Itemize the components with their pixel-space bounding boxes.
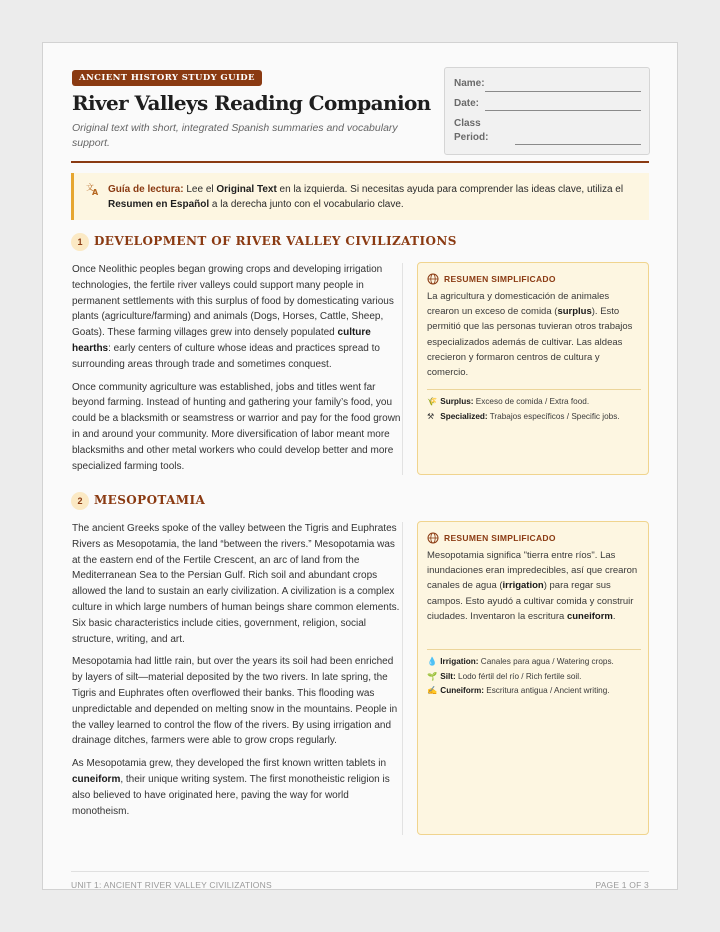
guide-text-3: a la derecha junto con el vocabulario clave. [209, 199, 404, 210]
text-span: Mesopotamia significa "tierra entre ríos". Las inundaciones eran impredecibles, así que crearon canales de agua ( [427, 550, 638, 592]
vocab-def: Escritura antigua / Ancient writing. [483, 686, 610, 696]
globe-icon [427, 273, 439, 285]
term-surplus: surplus [557, 306, 592, 318]
vocab-item [427, 684, 645, 699]
paragraph [72, 756, 402, 819]
droplet-icon: 💧 [427, 657, 438, 666]
section-2-original-text [72, 521, 402, 826]
vocab-item [427, 655, 645, 670]
term-cuneiform: cuneiform [566, 610, 613, 622]
footer-page-number: PAGE 1 OF 3 [595, 880, 649, 890]
vocab-def: Trabajos específicos / Specific jobs. [487, 411, 620, 421]
guide-tag: ANCIENT HISTORY STUDY GUIDE [72, 70, 262, 86]
class-period-field[interactable] [515, 144, 641, 145]
section-title: MESOPOTAMIA [94, 493, 206, 507]
name-label: Name: [454, 78, 485, 89]
paragraph: Once community agriculture was established, jobs and titles went far beyond farming. Instead of hunting and gathering your family’s food, you could be a blacksmith or seamstress or warrior and pay for the food grown in and around your community. More diversification of labor meant more blacksmiths and other metal workers who could develop better and more specialized farming tools. [72, 381, 401, 472]
summary-heading [427, 273, 637, 286]
vocab-term: Surplus: [440, 397, 474, 406]
class-label: Class [454, 118, 481, 129]
paragraph: Mesopotamia had little rain, but over the years its soil had been enriched by layers of silt—material deposited by the two rivers. In late spring, the Tigris and Euphrates often overflowed their banks. This flooding was unpredictable and depended on melting snow in the mountains. People in the valley learned to control the flow of the rivers. By using irrigation and drainage ditches, farmers were able to grow crops regularly. [72, 656, 398, 747]
page-content [71, 67, 649, 890]
header-divider [71, 161, 649, 163]
section-2-summary-box [417, 521, 649, 835]
date-label: Date: [454, 98, 480, 109]
vocab-term: Silt: [440, 671, 456, 681]
tools-icon: ⚒ [427, 411, 435, 421]
section-title: DEVELOPMENT OF RIVER VALLEY CIVILIZATIONS [94, 234, 457, 248]
writing-hand-icon: ✍ [427, 686, 438, 696]
page-title: River Valleys Reading Companion [72, 91, 431, 115]
guide-resumen: Resumen en Español [108, 199, 210, 210]
vocab-def: Exceso de comida / Extra food. [473, 397, 590, 406]
paragraph: The ancient Greeks spoke of the valley between the Tigris and Euphrates Rivers as Mesopotamia, the land “between the rivers.” Mesopotamia was at the eastern end of the Fertile Crescent, an arc of land from the Mediterranean Sea to the Persian Gulf. Rich soil and abundant crops allowed the land to sustain an early civilization. A civilization is a complex culture in which large numbers of human beings share common elements. Six basic characteristics include cities, government, religion, social structure, writing, and art. [72, 523, 400, 645]
translate-icon [86, 182, 100, 196]
footer-divider [71, 871, 649, 872]
summary-label: RESUMEN SIMPLIFICADO [444, 533, 556, 543]
term-irrigation: irrigation [502, 580, 544, 592]
period-label: Period: [454, 132, 489, 143]
vocab-item [427, 670, 645, 685]
guide-text-2: en la izquierda. Si necesitas ayuda para comprender las ideas clave, utiliza el [276, 184, 624, 195]
date-field[interactable] [485, 110, 641, 111]
text-span: ) para regar sus campos. Esto ayudó a cultivar comida y construir ciudades. Inventaron la escritura [427, 580, 634, 622]
page-subtitle: Original text with short, integrated Spanish summaries and vocabulary support. [72, 122, 398, 149]
vocab-term: Cuneiform: [440, 686, 484, 696]
section-1-original-text [72, 262, 402, 481]
summary-divider [427, 649, 641, 650]
summary-label: RESUMEN SIMPLIFICADO [444, 274, 556, 284]
footer-unit: UNIT 1: ANCIENT RIVER VALLEY CIVILIZATIONS [71, 880, 272, 890]
student-info-box [444, 67, 650, 155]
vocab-list [427, 655, 645, 699]
vocab-term: Irrigation: [440, 657, 479, 666]
vocab-list [427, 395, 645, 424]
guide-label: Guía de lectura: [108, 184, 184, 195]
guide-original-text: Original Text [216, 184, 277, 195]
summary-heading [427, 532, 637, 545]
section-1-summary-box [417, 262, 649, 475]
text-span: As Mesopotamia grew, they developed the first known written tablets in [72, 758, 387, 770]
vocab-item [427, 395, 645, 410]
vocab-def: Lodo fértil del río / Rich fertile soil. [455, 671, 582, 681]
text-span: , their unique writing system. The first monotheistic religion is also believed to have originated here, paving the way for world monotheism. [72, 773, 390, 817]
text-span: La agricultura y domesticación de animales crearon un exceso de comida ( [427, 291, 610, 318]
wheat-icon: 🌾 [427, 397, 438, 406]
globe-icon [427, 532, 439, 544]
section-2-heading [71, 492, 649, 510]
text-span: ). Esto permitió que las personas tuvieran otros trabajos especializados además de cultivar. Las aldeas crecieron y formaron centros de cultura y comercio. [427, 306, 633, 379]
study-guide-page [42, 42, 678, 890]
seedling-icon: 🌱 [427, 671, 438, 681]
vocab-def: Canales para agua / Watering crops. [478, 657, 614, 666]
section-number: 2 [71, 492, 89, 510]
guide-text-1: Lee el [183, 184, 217, 195]
reading-guide-callout [71, 173, 649, 220]
summary-text [427, 289, 641, 380]
term-culture-hearths: culture hearths [72, 327, 371, 354]
column-divider [402, 522, 403, 835]
vocab-item [427, 410, 645, 425]
summary-divider [427, 389, 641, 390]
svg-text:A: A [92, 188, 99, 196]
term-cuneiform: cuneiform [72, 773, 121, 785]
text-span: . [612, 610, 616, 622]
reading-guide-text [108, 182, 643, 212]
section-1-heading [71, 233, 649, 251]
paragraph [72, 262, 402, 373]
text-span: : early centers of culture whose ideas and practices spread to surrounding areas through trade and sometimes conquest. [72, 342, 380, 370]
column-divider [402, 263, 403, 475]
vocab-term: Specialized: [440, 411, 488, 421]
section-number: 1 [71, 233, 89, 251]
header [71, 67, 649, 161]
name-field[interactable] [485, 91, 641, 92]
summary-text [427, 548, 641, 624]
svg-text:文: 文 [86, 183, 94, 192]
text-span: Once Neolithic peoples began growing crops and developing irrigation technologies, the fertile river valleys could support many people in permanent settlements with this surplus of food by domesticating various plants (agriculture/farming) and animals (Dogs, Horses, Cattle, Sheep, Goats). These farming villages grew into densely populated [72, 264, 394, 339]
